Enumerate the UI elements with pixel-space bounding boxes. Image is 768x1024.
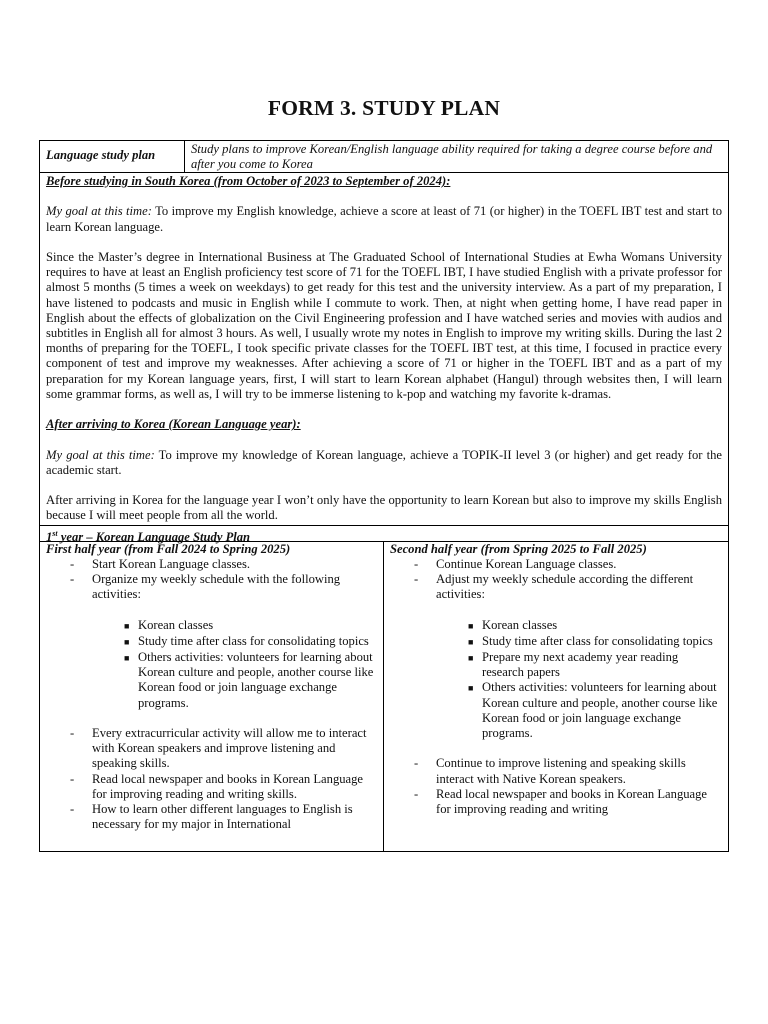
after-korea-heading: After arriving to Korea (Korean Language year): xyxy=(46,417,301,432)
list-item: - Continue Korean Language classes. xyxy=(414,556,617,571)
goal-text: To improve my knowledge of Korean language, achieve a TOPIK-II level 3 (or higher) and get ready for the academic start. xyxy=(46,447,722,477)
sub-list-item: ■ Study time after class for consolidating topics xyxy=(124,634,377,650)
sub-list-item: ■ Study time after class for consolidating topics xyxy=(468,634,722,650)
goal-label: My goal at this time: xyxy=(46,447,155,462)
square-bullet-icon: ■ xyxy=(124,636,130,647)
before-goal xyxy=(46,204,722,234)
square-bullet-icon: ■ xyxy=(468,620,474,631)
square-bullet-icon: ■ xyxy=(468,683,474,694)
list-item: - Continue to improve listening and speaking skills interact with Native Korean speakers. xyxy=(414,756,686,786)
study-plan-table xyxy=(39,140,729,852)
sub-list-item: ■ Prepare my next academy year reading research papers xyxy=(468,650,679,680)
language-study-plan-label: Language study plan xyxy=(40,141,185,172)
before-korea-section xyxy=(40,173,728,525)
list-item: - Read local newspaper and books in Korean Language for improving reading and writing skills. xyxy=(70,771,364,801)
table-header-row xyxy=(40,141,728,173)
list-item: - Adjust my weekly schedule according the different activities: xyxy=(414,572,694,602)
sub-list-item: ■ Korean classes xyxy=(468,618,722,634)
sub-list-item: ■ Korean classes xyxy=(124,618,377,634)
sub-list-item: ■ Others activities: volunteers for learning about Korean culture and people, another course like Korean food or join language exchange programs. xyxy=(468,680,718,741)
page-title: FORM 3. STUDY PLAN xyxy=(267,96,501,120)
first-year-heading: 1st year – Korean Language Study Plan xyxy=(40,525,728,542)
list-item: - Organize my weekly schedule with the following activities: xyxy=(70,572,341,602)
second-half-column xyxy=(384,542,728,851)
list-item: - How to learn other different languages to English is necessary for my major in International xyxy=(70,802,353,832)
square-bullet-icon: ■ xyxy=(124,653,130,663)
sub-list-item: ■ Others activities: volunteers for learning about Korean culture and people, another course like Korean food or join language exchange programs. xyxy=(124,650,374,710)
study-plan-description: Study plans to improve Korean/English language ability required for taking a degree course before and after you come to Korea xyxy=(191,142,713,171)
before-paragraph: Since the Master’s degree in International Business at The Graduated School of International Studies at Ewha Womans University requires to have at least an English proficiency test score of 71 for the TOEFL IBT, I have studied English with a private professor for almost 5 months (5 times a week on weekdays) to get ready for this test and the university interview. As a part of my preparation, I have listened to podcasts and music in English while I commute to work. Then, at night when getting home, I have read paper in English about the effects of globalization on the Civil Engineering profession and I have watched series and movies with audios and subtitles in English all for almost 3 hours. As well, I usually wrote my notes in English to improve my writing skills. During the last 2 months of preparing for the TOEFL, I took specific private classes for the TOEFL IBT test, at this time, I focused in practice every component of test and improve my weaknesses. After achieving a score of 71 or higher in the TOEFL IBT and as a part of my preparation for my Korean language years, first, I will start to learn Korean alphabet (Hangul) through websites then, I will learn some grammar forms, as well as, I will try to be immerse listening to k-pop and watching my favorite k-dramas. xyxy=(46,249,722,401)
before-korea-heading: Before studying in South Korea (from October of 2023 to September of 2024): xyxy=(46,174,451,188)
square-bullet-icon: ■ xyxy=(124,620,130,631)
goal-label: My goal at this time: xyxy=(46,204,152,219)
square-bullet-icon: ■ xyxy=(468,636,474,647)
second-half-heading: Second half year (from Spring 2025 to Fall 2025) xyxy=(390,541,647,556)
first-half-column xyxy=(40,542,384,851)
list-item: - Read local newspaper and books in Korean Language for improving reading and writing xyxy=(414,786,708,817)
after-paragraph: After arriving in Korea for the language year I won’t only have the opportunity to learn Korean but also to improve my skills English because I will meet people from all the world. xyxy=(46,493,722,523)
square-bullet-icon: ■ xyxy=(468,653,474,663)
first-half-heading: First half year (from Fall 2024 to Spring 2025) xyxy=(46,541,291,556)
list-item: - Start Korean Language classes. xyxy=(70,556,251,571)
half-year-columns xyxy=(40,542,728,851)
goal-text: To improve my English knowledge, achieve a score at least of 71 (or higher) in the TOEFL IBT test and start to learn Korean language. xyxy=(46,204,722,234)
list-item: - Every extracurricular activity will allow me to interact with Korean speakers and improve listening and speaking skills. xyxy=(70,726,367,771)
after-goal xyxy=(46,448,722,478)
